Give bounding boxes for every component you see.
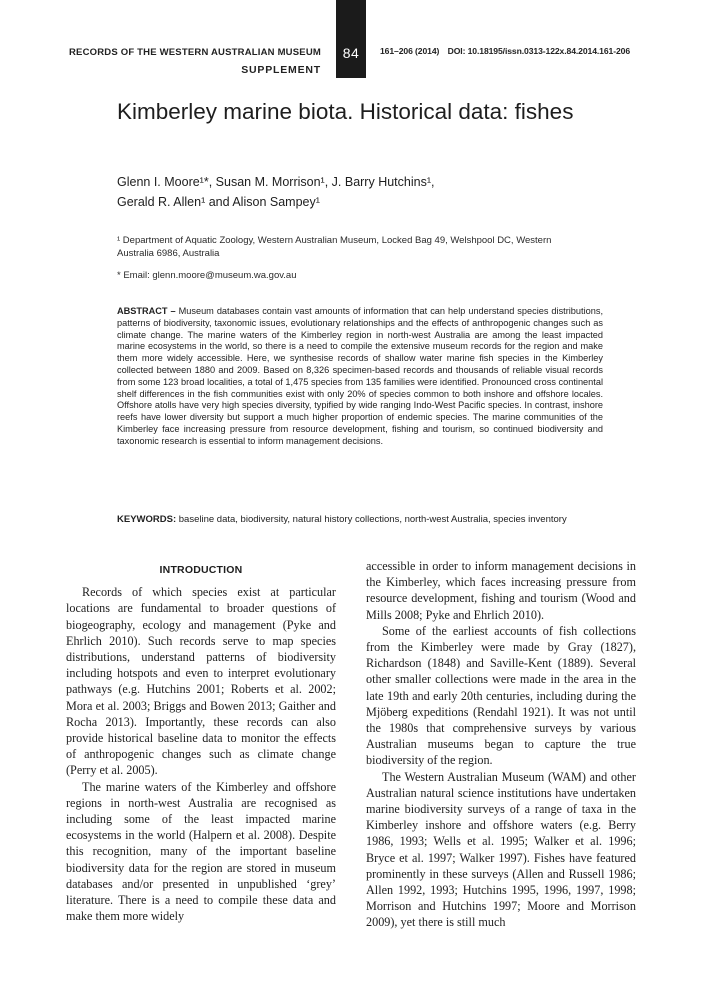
keywords-label: KEYWORDS: — [117, 514, 177, 525]
corresponding-email[interactable]: * Email: glenn.moore@museum.wa.gov.au — [117, 270, 297, 281]
paragraph: The Western Australian Museum (WAM) and other Australian natural science institutions have undertaken marine biodiversity surveys of a range of taxa in the Kimberley inshore and offshore waters (e.g. Berry 1986, 1993; Wells et al. 1995; Walker et al. 1996; Bryce et al. 1997; Walker 1997). Fishes have featured prominently in these surveys (Allen and Russell 1986; Allen 1992, 1993; Hutchins 1995, 1996, 1997, 1998; Morrison and Hutchins 1997; Moore and Morrison 2009), yet there is still much — [366, 769, 636, 930]
paragraph: Some of the earliest accounts of fish collections from the Kimberley were made by Gray (1827), Richardson (1848) and Saville-Kent (1889). Several other smaller collections were made in the area in the late 19th and early 20th centuries, including during the Mjöberg expeditions (Rendahl 1921). It was not until the 1980s that comprehensive surveys by various Australian museums began to capture the true biodiversity of the region. — [366, 623, 636, 768]
citation-header — [380, 46, 630, 56]
journal-header — [69, 46, 321, 77]
body-column-left — [66, 558, 336, 924]
page-range: 161–206 (2014) — [380, 46, 440, 56]
keywords-text: baseline data, biodiversity, natural history collections, north-west Australia, species inventory — [178, 514, 567, 525]
author-list — [117, 172, 617, 212]
paragraph: accessible in order to inform management decisions in the Kimberley, which faces increasing pressure from resource development, fishing and tourism (Wood and Mills 2008; Pyke and Ehrlich 2010). — [366, 559, 636, 622]
body-column-right — [366, 558, 636, 931]
affiliation: ¹ Department of Aquatic Zoology, Western Australian Museum, Locked Bag 49, Welshpool DC, Western Australia 6986, Australia — [117, 235, 552, 259]
journal-name: RECORDS OF THE WESTERN AUSTRALIAN MUSEUM — [68, 47, 321, 58]
doi[interactable]: DOI: 10.18195/issn.0313-122x.84.2014.161-206 — [447, 46, 631, 56]
abstract-text: Museum databases contain vast amounts of information that can help understand species distributions, patterns of biodiversity, taxonomic issues, evolutionary relationships and the effects of anthropogenic changes such as climate change. The marine waters of the Kimberley region in north-west Australia are among the least impacted marine ecosystems in the world, so there is a need to compile the extensive museum records for the region and make them more widely accessible. Here, we synthesise records of shallow water marine fish species in the Kimberley collected between 1880 and 2009. Based on 8,326 specimen-based records and thousands of reliable visual records from some 123 broad localities, a total of 1,475 species from 135 families were identified. Pronounced cross continental shelf differences in the fish communities exist with only 20% of species common to both inshore and offshore locales. Offshore atolls have very high species diversity, typified by wide ranging Indo-West Pacific species. In contrast, inshore reefs have lower diversity but support a much higher proportion of endemic species. The marine communities of the Kimberley face increasing pressure from resource development, fishing and tourism, so continued biodiversity and taxonomic research is essential to inform management decisions. — [117, 306, 603, 446]
authors-line-1: Glenn I. Moore¹*, Susan M. Morrison¹, J. Barry Hutchins¹, — [117, 175, 435, 189]
paper-title: Kimberley marine biota. Historical data: fishes — [117, 99, 574, 124]
abstract-label: ABSTRACT – — [117, 306, 176, 316]
paragraph: The marine waters of the Kimberley and offshore regions in north-west Australia are recognised as including some of the least impacted marine ecosystems in the world (Halpern et al. 2008). Despite this recognition, many of the important baseline biodiversity data for the region are stored in museum databases and/or presented in unpublished ‘grey’ literature. There is a need to compile these data and make them more widely — [66, 779, 336, 924]
paragraph: Records of which species exist at particular locations are fundamental to broader questions of biogeography, ecology and management (Pyke and Ehrlich 2010). Such records serve to map species distributions, understand patterns of biodiversity including hotspots and even to interpret evolutionary pathways (e.g. Hutchins 2001; Roberts et al. 2002; Mora et al. 2003; Briggs and Bowen 2013; Gaither and Rocha 2013). Importantly, these records can also provide historical baseline data to monitor the effects of anthropogenic changes such as climate change (Perry et al. 2005). — [66, 585, 336, 778]
section-heading-introduction: INTRODUCTION — [159, 564, 243, 576]
authors-line-2: Gerald R. Allen¹ and Alison Sampey¹ — [117, 195, 320, 209]
volume-number: 84 — [336, 0, 366, 78]
supplement-label: SUPPLEMENT — [241, 64, 321, 76]
abstract — [117, 306, 603, 448]
keywords — [117, 514, 607, 525]
